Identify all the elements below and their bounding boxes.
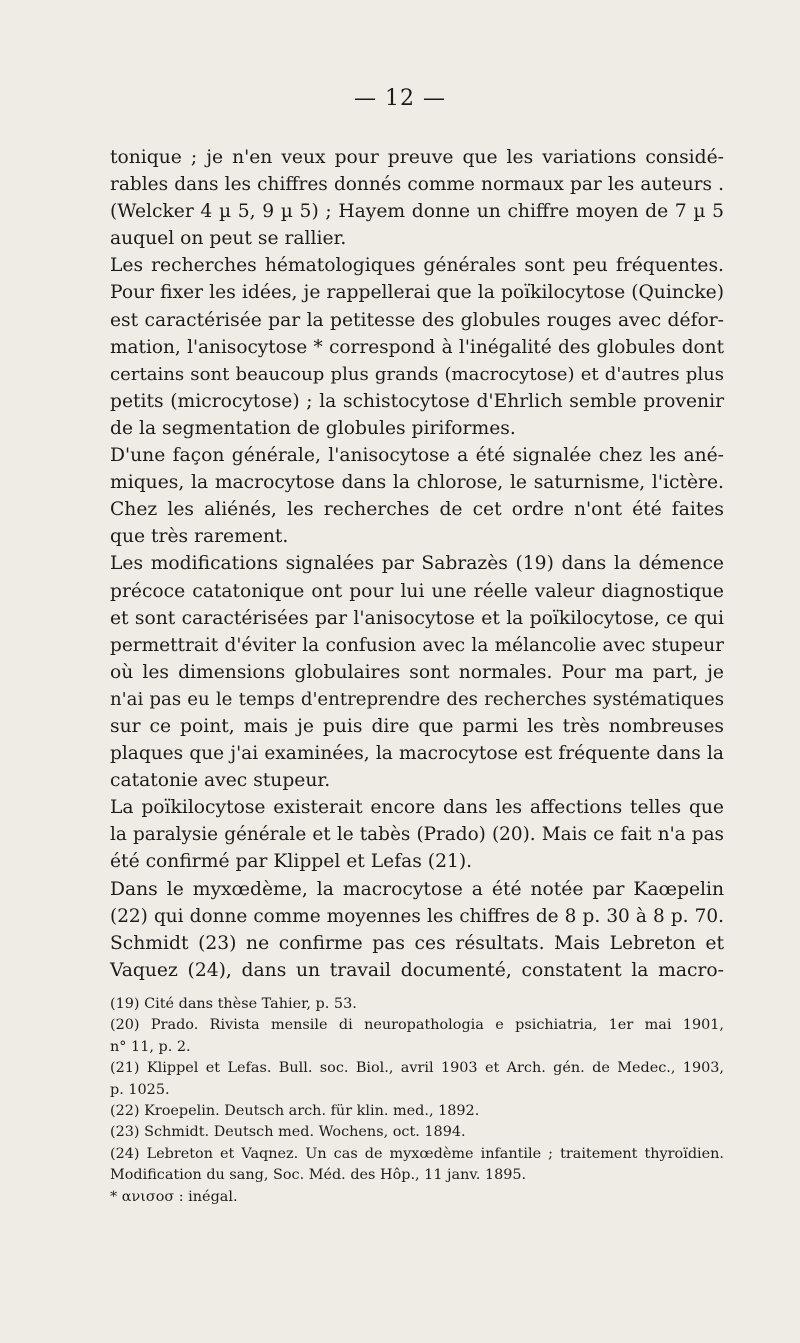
- text-line: petits (microcytose) ; la schistocytose d'Ehrlich semble provenir: [110, 390, 724, 412]
- text-line: plaques que j'ai examinées, la macrocytose est fréquente dans la: [110, 743, 724, 765]
- footnote-line: (19) Cité dans thèse Tahier, p. 53.: [110, 996, 357, 1012]
- text-line: catatonie avec stupeur.: [110, 770, 331, 792]
- footnote-line: (23) Schmidt. Deutsch med. Wochens, oct. 1894.: [110, 1124, 466, 1141]
- footnote-line: p. 1025.: [110, 1081, 170, 1098]
- text-line: de la segmentation de globules piriformes.: [110, 417, 516, 439]
- body-text: [110, 144, 724, 984]
- text-line: D'une façon générale, l'anisocytose a été signalée chez les ané-: [110, 445, 724, 467]
- text-line: Les modifications signalées par Sabrazès (19) dans la démence: [110, 553, 724, 575]
- text-line: sur ce point, mais je puis dire que parmi les très nombreuses: [110, 715, 724, 737]
- footnote-line: (21) Klippel et Lefas. Bull. soc. Biol., avril 1903 et Arch. gén. de Medec., 1903,: [110, 1060, 724, 1077]
- text-line: Dans le myxœdème, la macrocytose a été notée par Kaœpelin: [110, 878, 724, 900]
- footnote-line: (24) Lebreton et Vaqnez. Un cas de myxœdème infantile ; traitement thyroïdien.: [110, 1145, 724, 1162]
- text-line: où les dimensions globulaires sont normales. Pour ma part, je: [110, 661, 724, 683]
- text-line: (Welcker 4 µ 5, 9 µ 5) ; Hayem donne un chiffre moyen de 7 µ 5: [110, 201, 724, 223]
- text-line: Vaquez (24), dans un travail documenté, constatent la macro-: [110, 959, 724, 981]
- text-line: certains sont beaucoup plus grands (macrocytose) et d'autres plus: [110, 363, 724, 385]
- text-line: mation, l'anisocytose * correspond à l'inégalité des globules dont: [110, 336, 724, 358]
- text-line: miques, la macrocytose dans la chlorose, le saturnisme, l'ictère.: [110, 472, 724, 494]
- footnote-line: (22) Kroepelin. Deutsch arch. für klin. med., 1892.: [110, 1103, 480, 1120]
- text-line: n'ai pas eu le temps d'entreprendre des recherches systématiques: [110, 688, 724, 710]
- text-line: Schmidt (23) ne confirme pas ces résultats. Mais Lebreton et: [110, 932, 724, 954]
- page-number: — 12 —: [354, 86, 446, 111]
- footnotes: [110, 994, 724, 1208]
- text-line: précoce catatonique ont pour lui une réelle valeur diagnostique: [110, 580, 724, 602]
- text-line: auquel on peut se rallier.: [110, 228, 347, 250]
- text-line: Chez les aliénés, les recherches de cet ordre n'ont été faites: [110, 499, 724, 521]
- footnote-line: n° 11, p. 2.: [110, 1038, 191, 1055]
- footnote-line: * ανισοσ : inégal.: [110, 1188, 238, 1205]
- text-line: tonique ; je n'en veux pour preuve que les variations considé-: [110, 147, 724, 168]
- text-line: la paralysie générale et le tabès (Prado) (20). Mais ce fait n'a pas: [110, 824, 724, 846]
- text-line: Les recherches hématologiques générales sont peu fréquentes.: [110, 255, 724, 277]
- text-line: été confirmé par Klippel et Lefas (21).: [110, 851, 473, 873]
- text-line: et sont caractérisées par l'anisocytose et la poïkilocytose, ce qui: [110, 607, 724, 629]
- text-line: est caractérisée par la petitesse des globules rouges avec défor-: [110, 309, 724, 331]
- text-line: permettrait d'éviter la confusion avec la mélancolie avec stupeur: [110, 634, 724, 656]
- footnote-line: Modification du sang, Soc. Méd. des Hôp., 11 janv. 1895.: [110, 1167, 527, 1184]
- footnote-line: (20) Prado. Rivista mensile di neuropathologia e psichiatria, 1er mai 1901,: [110, 1017, 724, 1034]
- text-line: La poïkilocytose existerait encore dans les affections telles que: [110, 797, 724, 819]
- text-line: Pour fixer les idées, je rappellerai que la poïkilocytose (Quincke): [110, 282, 724, 304]
- text-line: rables dans les chiffres donnés comme normaux par les auteurs .: [110, 174, 724, 196]
- text-line: que très rarement.: [110, 526, 289, 548]
- text-line: (22) qui donne comme moyennes les chiffres de 8 p. 30 à 8 p. 70.: [110, 905, 724, 927]
